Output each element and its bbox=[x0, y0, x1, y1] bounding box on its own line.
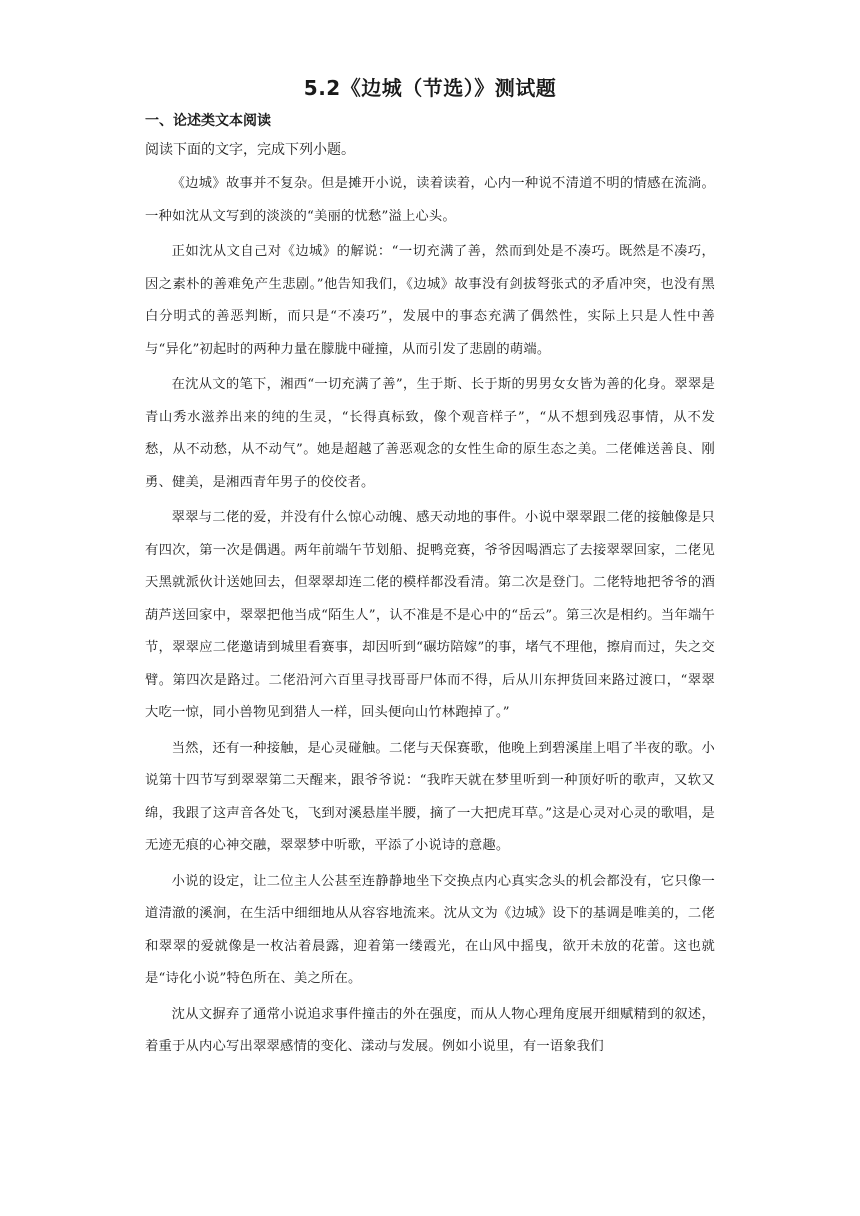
paragraph: 沈从文摒弃了通常小说追求事件撞击的外在强度，而从人物心理角度展开细赋精到的叙述，着重于从内心写出翠翠感情的变化、漾动与发展。例如小说里，有一语象我们 bbox=[145, 1006, 715, 1054]
paragraph: 正如沈从文自己对《边城》的解说：“一切充满了善，然而到处是不凑巧。既然是不凑巧，因之素朴的善难免产生悲剧。”他告知我们，《边城》故事没有剑拔弩张式的矛盾冲突，也没有黑白分明式的善恶判断，而只是“不凑巧”，发展中的事态充满了偶然性，实际上只是人性中善与“异化”初起时的两种力量在朦胧中碰撞，从而引发了悲剧的萌端。 bbox=[145, 244, 715, 357]
paragraph: 当然，还有一种接触，是心灵碰触。二佬与天保赛歌，他晚上到碧溪崖上唱了半夜的歌。小说第十四节写到翠翠第二天醒来，跟爷爷说：“我昨天就在梦里听到一种顶好听的歌声，又软又绵，我跟了这声音各处飞，飞到对溪悬崖半腰，摘了一大把虎耳草。”这是心灵对心灵的歌唱，是无迹无痕的心神交融，翠翠梦中听歌，平添了小说诗的意趣。 bbox=[145, 740, 715, 853]
paragraph: 在沈从文的笔下，湘西“一切充满了善”，生于斯、长于斯的男男女女皆为善的化身。翠翠是青山秀水滋养出来的纯的生灵，“长得真标致，像个观音样子”，“从不想到残忍事情，从不发愁，从不动愁，从不动气”。她是超越了善恶观念的女性生命的原生态之美。二佬傩送善良、刚勇、健美，是湘西青年男子的佼佼者。 bbox=[145, 377, 715, 490]
section-heading: 一、论述类文本阅读 bbox=[145, 113, 271, 129]
reading-instruction: 阅读下面的文字，完成下列小题。 bbox=[145, 142, 355, 158]
document-page bbox=[145, 72, 715, 1067]
document-title: 5.2《边城（节选）》测试题 bbox=[303, 76, 557, 100]
paragraph: 小说的设定，让二位主人公甚至连静静地坐下交换点内心真实念头的机会都没有，它只像一道清澈的溪涧，在生活中细细地从从容容地流来。沈从文为《边城》设下的基调是唯美的，二佬和翠翠的爱就像是一枚沾着晨露，迎着第一缕霞光，在山风中摇曳，欲开未放的花蕾。这也就是“诗化小说”特色所在、美之所在。 bbox=[145, 873, 715, 986]
paragraph: 翠翠与二佬的爱，并没有什么惊心动魄、感天动地的事件。小说中翠翠跟二佬的接触像是只有四次，第一次是偶遇。两年前端午节划船、捉鸭竞赛，爷爷因喝酒忘了去接翠翠回家，二佬见天黑就派伙计送她回去，但翠翠却连二佬的模样都没看清。第二次是登门。二佬特地把爷爷的酒葫芦送回家中，翠翠把他当成“陌生人”，认不准是不是心中的“岳云”。第三次是相约。当年端午节，翠翠应二佬邀请到城里看赛事，却因听到“碾坊陪嫁”的事，堵气不理他，擦肩而过，失之交臂。第四次是路过。二佬沿河六百里寻找哥哥尸体而不得，后从川东押货回来路过渡口，“翠翠大吃一惊，同小兽物见到猎人一样，回头便向山竹林跑掉了。” bbox=[145, 510, 715, 720]
paragraph: 《边城》故事并不复杂。但是摊开小说，读着读着，心内一种说不清道不明的情感在流淌。一种如沈从文写到的淡淡的“美丽的忧愁”溢上心头。 bbox=[145, 176, 715, 224]
